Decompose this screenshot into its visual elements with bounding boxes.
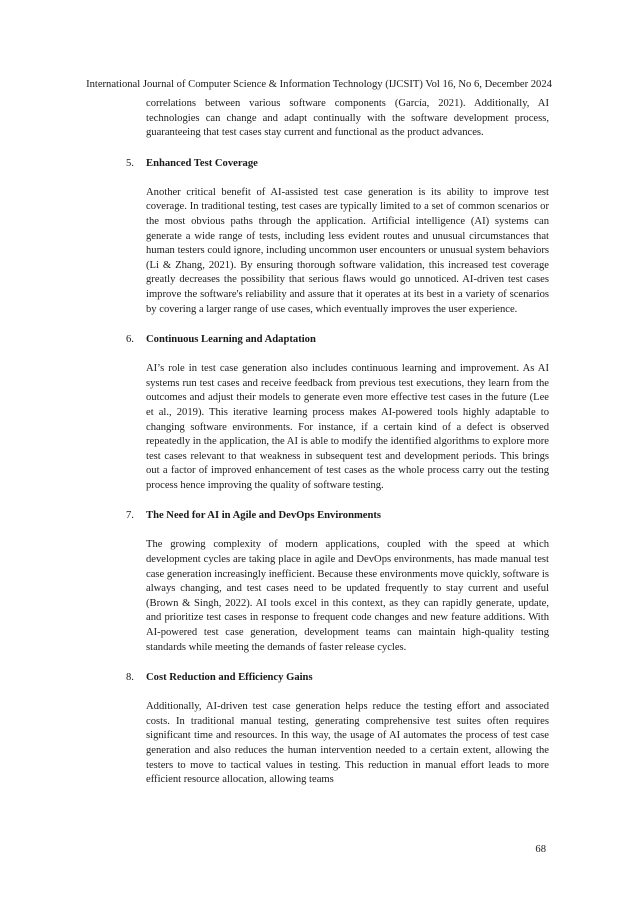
section-number: 5. xyxy=(126,157,134,169)
section-continuous-learning xyxy=(126,333,549,493)
section-heading xyxy=(126,157,549,171)
section-heading xyxy=(126,509,549,523)
section-number: 6. xyxy=(126,334,134,346)
section-paragraph: Another critical benefit of AI-assisted test case generation is its ability to improve test coverage. In traditional testing, test cases are typically limited to a set of common scenarios or the most obvious paths through the application. Artificial intelligence (AI) systems can generate a wide range of tests, including less evident routes and unusual circumstances that human testers could ignore, including uncommon user encounters or unusual system behaviors (Li & Zhang, 2021). By ensuring thorough software validation, this increased test coverage greatly decreases the possibility that serious flaws would go unnoticed. AI-driven test cases improve the software's reliability and assure that it operates at its best in a variety of scenarios by covering a larger range of use cases, which eventually improves the user experience. xyxy=(146,186,549,315)
section-title: The Need for AI in Agile and DevOps Environments xyxy=(146,510,382,522)
section-title: Continuous Learning and Adaptation xyxy=(146,334,316,346)
running-header: International Journal of Computer Science & Information Technology (IJCSIT) Vol 16, No 6, December 2024 xyxy=(86,79,552,90)
section-title: Enhanced Test Coverage xyxy=(146,157,258,169)
section-cost-reduction xyxy=(126,671,549,788)
section-title: Cost Reduction and Efficiency Gains xyxy=(146,672,313,684)
section-number: 7. xyxy=(126,510,134,522)
section-paragraph: AI’s role in test case generation also includes continuous learning and improvement. As AI systems run test cases and receive feedback from previous test executions, they learn from the outcomes and adjust their models to generate even more effective test cases in the future (Lee et al., 2019). This iterative learning process makes AI-powered tools highly adaptable to changing software environments. For instance, if a certain kind of a defect is observed repeatedly in the application, the AI is able to modify the identified algorithms to explore more test cases relevant to that weakness in subsequent test and development periods. This brings out a factor of improved enhancement of test cases as the whole process carry out the testing process hence improving the quality of software testing. xyxy=(146,363,549,491)
page-number: 68 xyxy=(535,844,546,855)
section-heading xyxy=(126,333,549,347)
section-paragraph: The growing complexity of modern applications, coupled with the speed at which development cycles are taking place in agile and DevOps environments, has made manual test case generation increasingly inefficient. Because these environments move quickly, software is always changing, and test cases need to be updated frequently to stay current and useful (Brown & Singh, 2022). AI tools excel in this context, as they can rapidly generate, update, and prioritize test cases in response to frequent code changes and new feature additions. With AI-powered test case generation, development teams can maintain high-quality testing standards while meeting the demands of faster release cycles. xyxy=(146,539,549,653)
section-agile-devops xyxy=(126,509,549,655)
section-enhanced-test-coverage xyxy=(126,157,549,317)
section-heading xyxy=(126,671,549,685)
article-body xyxy=(126,97,549,788)
section-paragraph: Additionally, AI-driven test case generation helps reduce the testing effort and associated costs. In traditional manual testing, generating comprehensive test suites often requires significant time and resources. In this way, the usage of AI automates the process of test case generation and also reduces the human intervention needed to a certain extent, allowing the testers to move to tactical values in testing. This reduction in manual effort leads to more efficient resource allocation, allowing teams xyxy=(146,701,549,786)
section-number: 8. xyxy=(126,672,134,684)
continued-paragraph: correlations between various software components (García, 2021). Additionally, AI technologies can change and adapt continually with the software development process, guaranteeing that test cases stay current and functional as the product advances. xyxy=(146,98,549,139)
